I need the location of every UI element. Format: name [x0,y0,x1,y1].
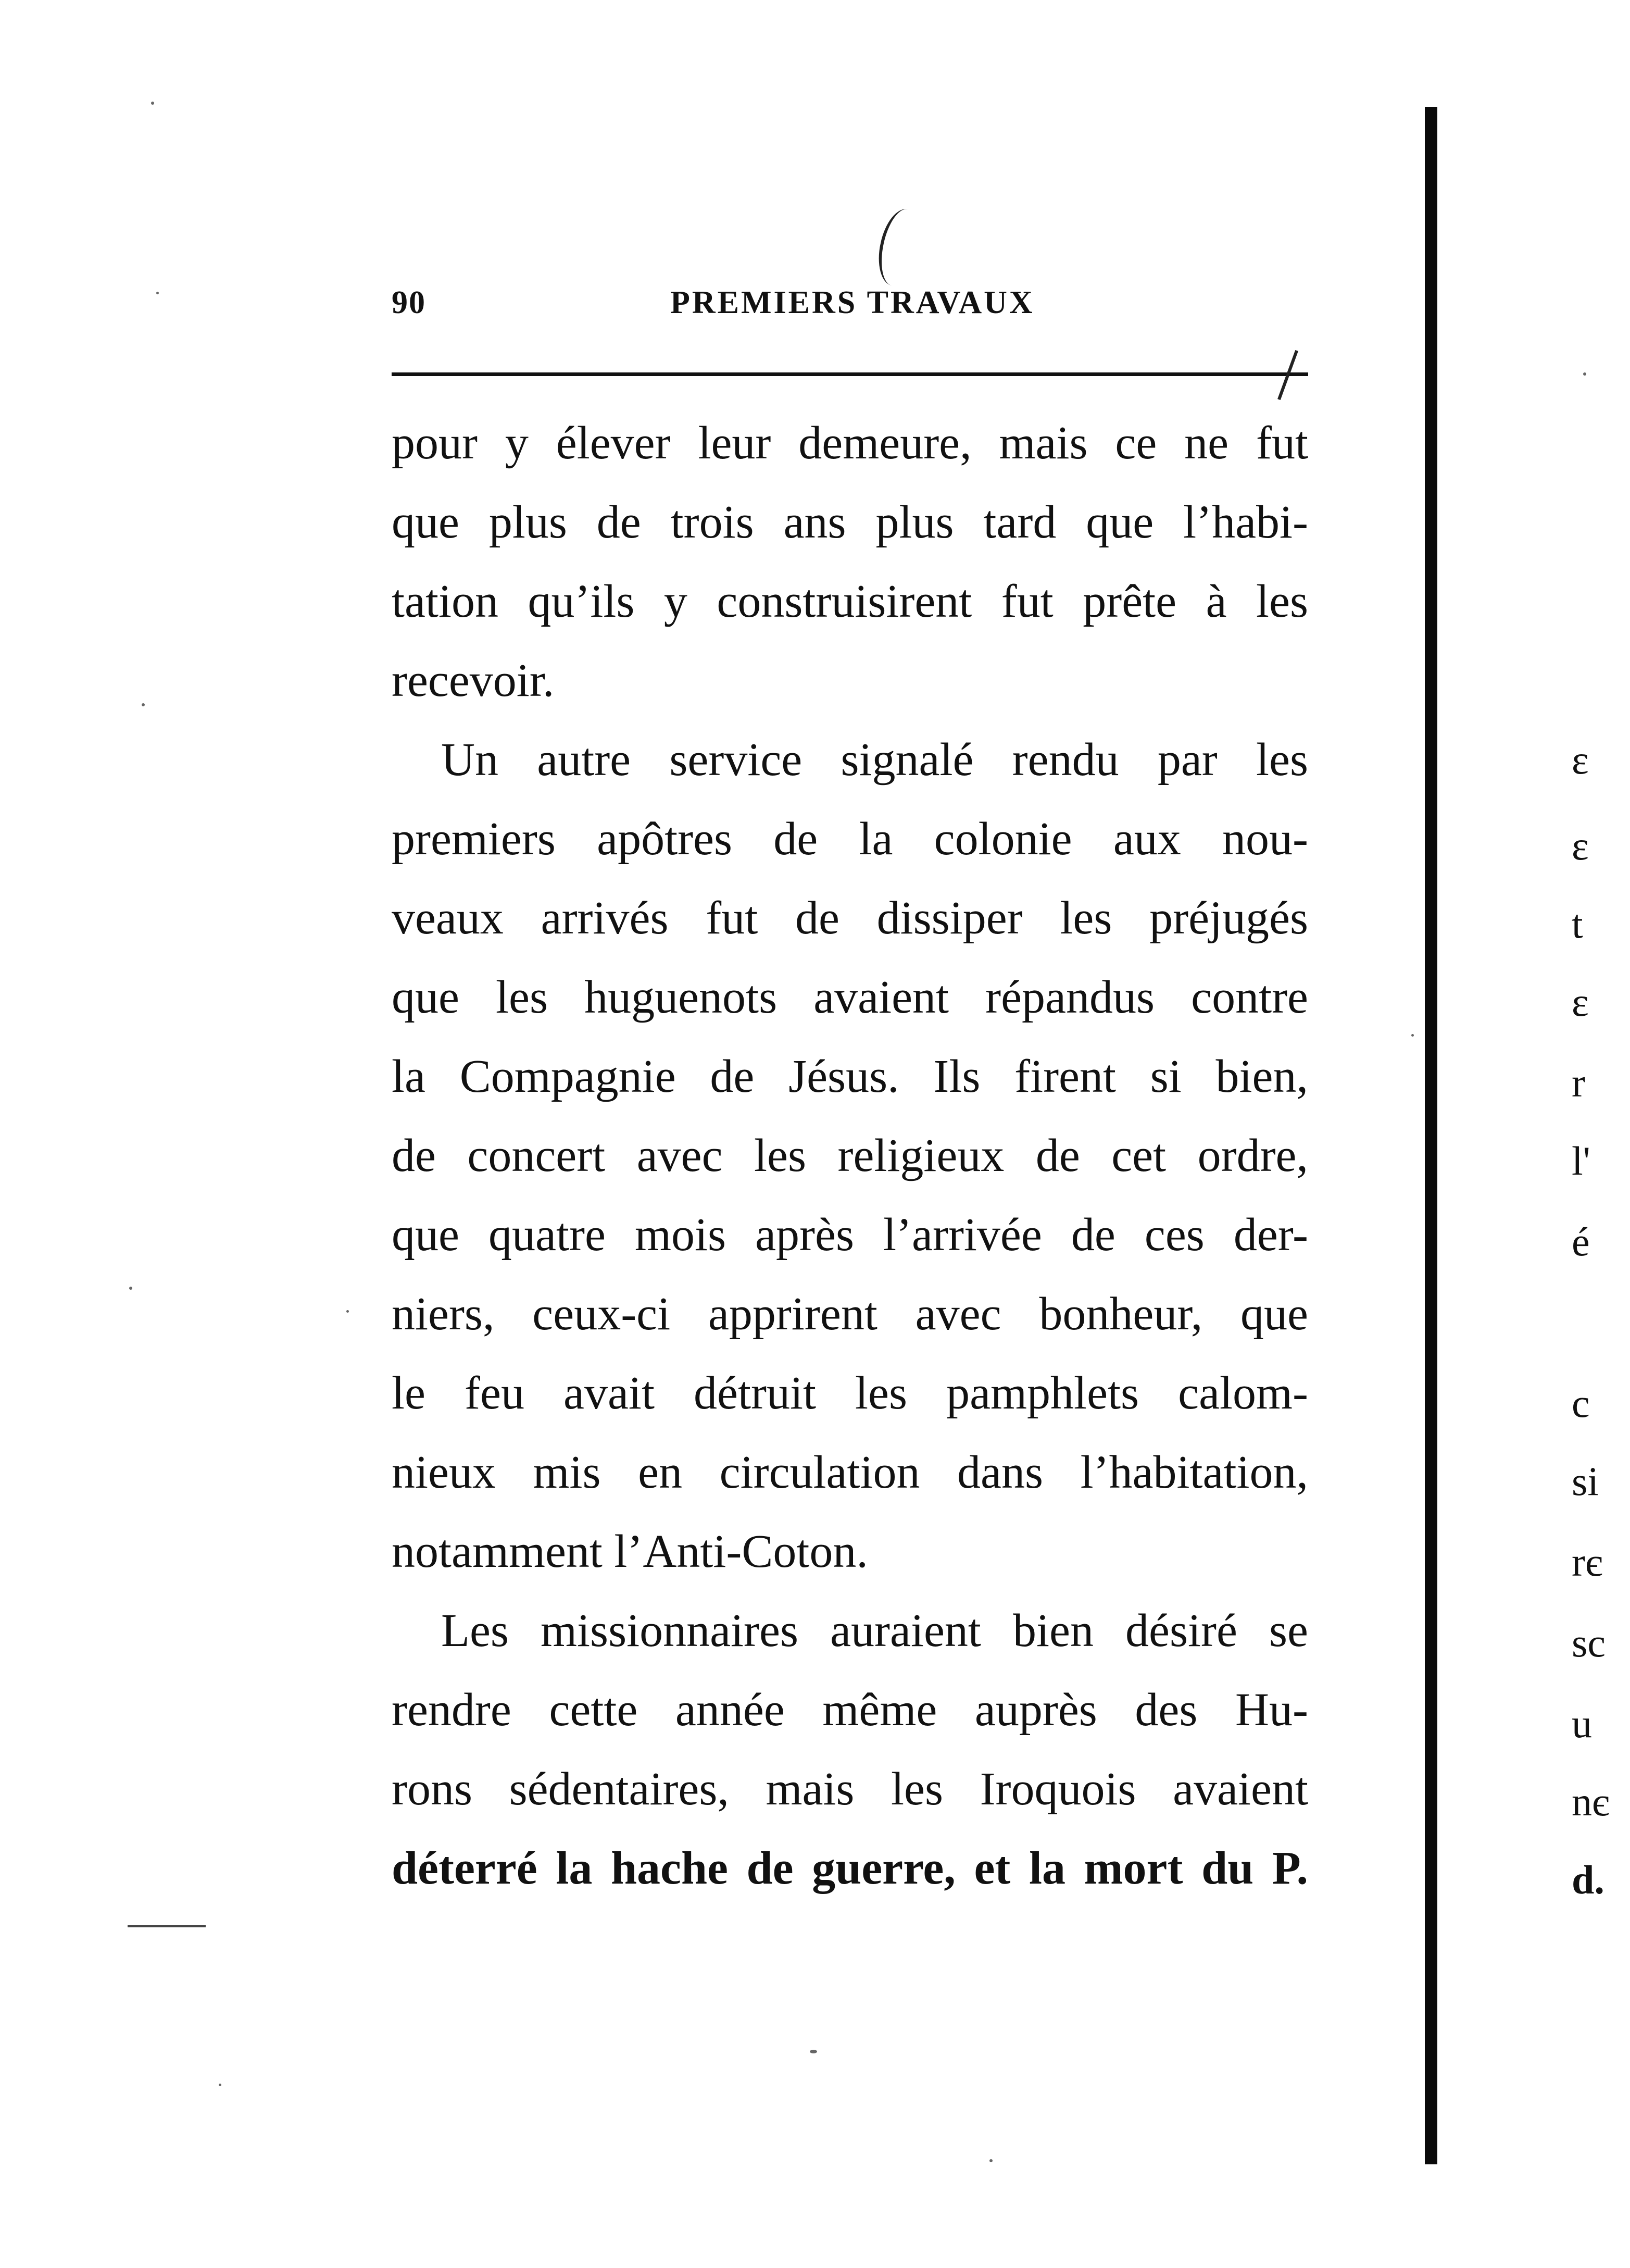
facing-page-fragment: ε [1572,979,1589,1025]
text-line: que les huguenots avaient répandus contre [392,971,1308,1023]
text-line: pour y élever leur demeure, mais ce ne fut [392,417,1308,469]
facing-page-fragment: é [1572,1219,1590,1264]
facing-page-fragment: nє [1572,1779,1610,1824]
text-line: nieux mis en circulation dans l’habitation, [392,1447,1308,1498]
facing-page-fragment: d. [1572,1857,1604,1902]
facing-page-fragment: r [1572,1060,1585,1105]
text-line: tation qu’ils y construisirent fut prête à les [392,576,1308,627]
text-line: le feu avait détruit les pamphlets calom- [392,1367,1308,1419]
facing-page-fragment: ε [1572,737,1589,782]
text-line: niers, ceux-ci apprirent avec bonheur, que [392,1288,1308,1340]
text-line: veaux arrivés fut de dissiper les préjugés [392,892,1308,944]
facing-page-fragment: t [1572,901,1583,946]
text-line: de concert avec les religieux de cet ordre, [392,1130,1308,1181]
scan-speck [129,1287,132,1290]
text-line: rons sédentaires, mais les Iroquois avaient [392,1763,1308,1815]
scan-speck [346,1310,349,1313]
scan-speck [1583,372,1586,376]
text-line: déterré la hache de guerre, et la mort du P. [392,1842,1308,1894]
scan-speck [219,2084,221,2086]
text-line: notamment l’Anti-Coton. [392,1526,868,1577]
text-line: recevoir. [392,655,555,706]
margin-rule [128,1925,206,1927]
facing-page-fragment: si [1572,1459,1599,1504]
scan-speck [1411,1034,1414,1037]
scan-speck [156,292,159,294]
header-rule [392,372,1308,376]
facing-page-fragment: c [1572,1380,1590,1426]
scan-speck [142,703,145,706]
text-line: que quatre mois après l’arrivée de ces der- [392,1209,1308,1261]
text-line: Les missionnaires auraient bien désiré se [441,1605,1308,1656]
scan-speck [989,2159,993,2162]
page-number: 90 [392,285,426,320]
scan-speck [810,2050,817,2053]
text-line: que plus de trois ans plus tard que l’habi- [392,496,1308,548]
facing-page-fragment: l' [1572,1138,1590,1183]
text-line: Un autre service signalé rendu par les [441,734,1308,786]
facing-page-fragment: ε [1572,823,1589,868]
text-line: rendre cette année même auprès des Hu- [392,1684,1308,1736]
page-header [392,284,1308,331]
text-line: premiers apôtres de la colonie aux nou- [392,813,1308,865]
facing-page-fragment: rє [1572,1539,1603,1585]
running-title: PREMIERS TRAVAUX [670,285,1035,320]
text-line: la Compagnie de Jésus. Ils firent si bien, [392,1051,1308,1102]
pencil-mark [872,205,927,290]
facing-page-fragment: u [1572,1701,1592,1746]
facing-page-fragment: sc [1572,1620,1606,1665]
scan-speck [151,102,154,105]
body-text [392,404,1308,1908]
facing-page-edge [1562,0,1630,2268]
page-gutter-bar [1425,107,1437,2164]
